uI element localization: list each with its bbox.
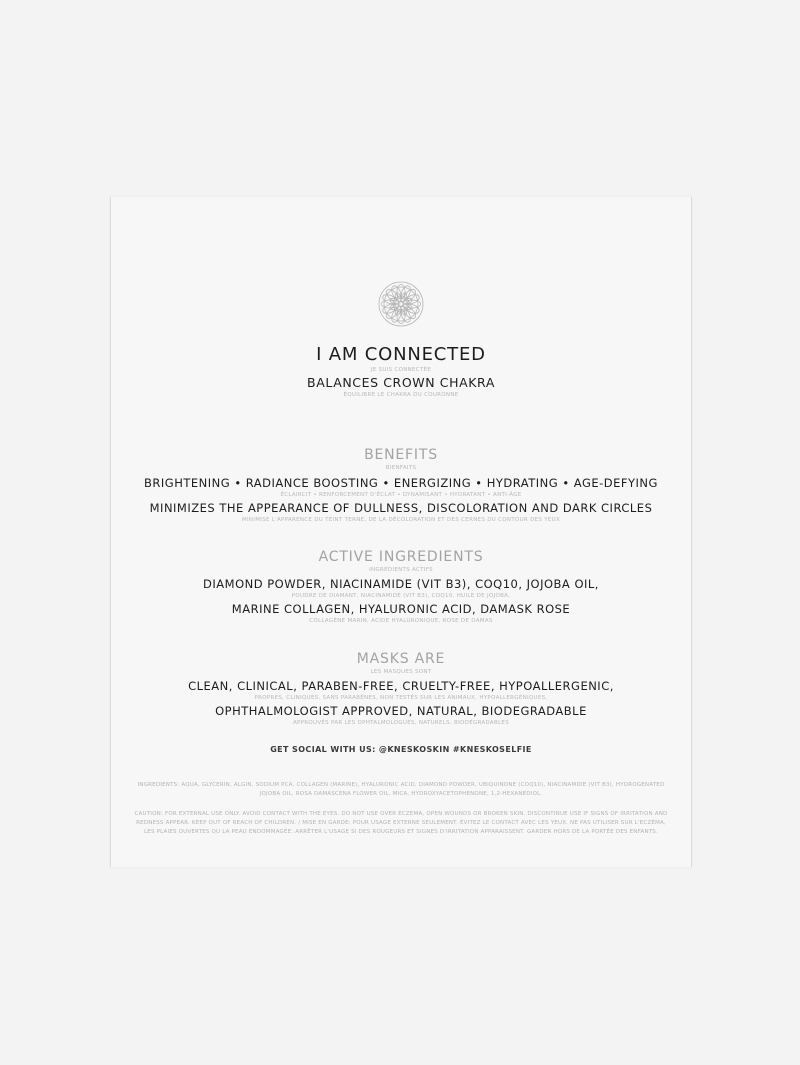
product-title-fr: JE SUIS CONNECTÉE	[370, 367, 432, 373]
benefits-heading: BENEFITS	[364, 447, 438, 463]
ingredients-line-1-fr: POUDRE DE DIAMANT, NIACINAMIDE (VIT B3), COQ10, HUILE DE JOJOBA,	[291, 593, 511, 599]
product-box-back	[110, 197, 692, 867]
masks-line-2-fr: APPROUVÉS PAR LES OPHTALMOLOGUES, NATURELS, BIODÉGRADABLES	[292, 720, 510, 726]
product-subtitle: BALANCES CROWN CHAKRA	[307, 375, 495, 390]
masks-heading: MASKS ARE	[356, 651, 446, 667]
caution-fineprint: CAUTION: FOR EXTERNAL USE ONLY. AVOID CONTACT WITH THE EYES. DO NOT USE OVER ECZEMA, OPEN WOUNDS OR BROKEN SKIN. DISCONTINUE USE IF SIGNS OF IRRITATION AND REDNESS APPEAR. KEEP OUT OF REACH OF CHILDREN. / MISE EN GARDE: POUR USAGE EXTERNE SEULEMENT. ÉVITEZ LE CONTACT AVEC LES YEUX. NE PAS UTILISER SUR L'ECZÉMA, LES PLAIES OUVERTES OU LA PEAU ENDOMMAGÉE. ARRÊTER L'USAGE SI DES ROUGEURS ET SIGNES D'IRRITATION APPARAISSENT. GARDER HORS DE LA PORTÉE DES ENFANTS.	[134, 811, 668, 835]
benefits-line-1: BRIGHTENING • RADIANCE BOOSTING • ENERGIZING • HYDRATING • AGE-DEFYING	[144, 476, 658, 490]
product-subtitle-fr: ÉQUILIBRE LE CHAKRA DU COURONNE	[343, 392, 459, 398]
ingredients-line-1: DIAMOND POWDER, NIACINAMIDE (VIT B3), COQ10, JOJOBA OIL,	[203, 577, 599, 591]
benefits-line-2: MINIMIZES THE APPEARANCE OF DULLNESS, DISCOLORATION AND DARK CIRCLES	[149, 501, 653, 515]
masks-line-1: CLEAN, CLINICAL, PARABEN-FREE, CRUELTY-FREE, HYPOALLERGENIC,	[188, 679, 614, 693]
masks-heading-fr: LES MASQUES SONT	[370, 669, 432, 675]
ingredients-heading-fr: INGRÉDIENTS ACTIFS	[369, 567, 433, 573]
social-handles: GET SOCIAL WITH US: @KNESKOSKIN #KNESKOSELFIE	[270, 745, 532, 754]
product-title: I AM CONNECTED	[316, 344, 486, 365]
benefits-line-1-fr: ÉCLAIRCIT • RENFORCEMENT D'ÉCLAT • DYNAMISANT • HYDRATANT • ANTI-ÂGE	[280, 492, 522, 498]
ingredients-line-2: MARINE COLLAGEN, HYALURONIC ACID, DAMASK ROSE	[231, 602, 571, 616]
ingredients-heading: ACTIVE INGREDIENTS	[318, 549, 484, 565]
ingredients-line-2-fr: COLLAGÈNE MARIN, ACIDE HYALURONIQUE, ROSE DE DAMAS	[309, 618, 493, 624]
benefits-line-2-fr: MINIMISE L'APPARENCE DU TEINT TERNE, DE LA DÉCOLORATION ET DES CERNES DU CONTOUR DES YEUX	[241, 517, 561, 523]
ingredients-fineprint: INGREDIENTS: AQUA, GLYCERIN, ALGIN, SODIUM PCA, COLLAGEN (MARINE), HYALURONIC ACID, DIAMOND POWDER, UBIQUINONE (COQ10), NIACINAMIDE (VIT B3), HYDROGENATED JOJOBA OIL, ROSA DAMASCENA FLOWER OIL, MICA, HYDROXYACETOPHENONE, 1,2-HEXANEDIOL.	[137, 782, 665, 797]
crown-chakra-lotus-icon	[376, 279, 426, 329]
masks-line-2: OPHTHALMOLOGIST APPROVED, NATURAL, BIODEGRADABLE	[215, 704, 587, 718]
benefits-heading-fr: BIENFAITS	[385, 465, 417, 471]
masks-line-1-fr: PROPRES, CLINIQUES, SANS PARABÈNES, NON TESTÉS SUR LES ANIMAUX, HYPOALLERGÉNIQUES,	[254, 695, 548, 701]
